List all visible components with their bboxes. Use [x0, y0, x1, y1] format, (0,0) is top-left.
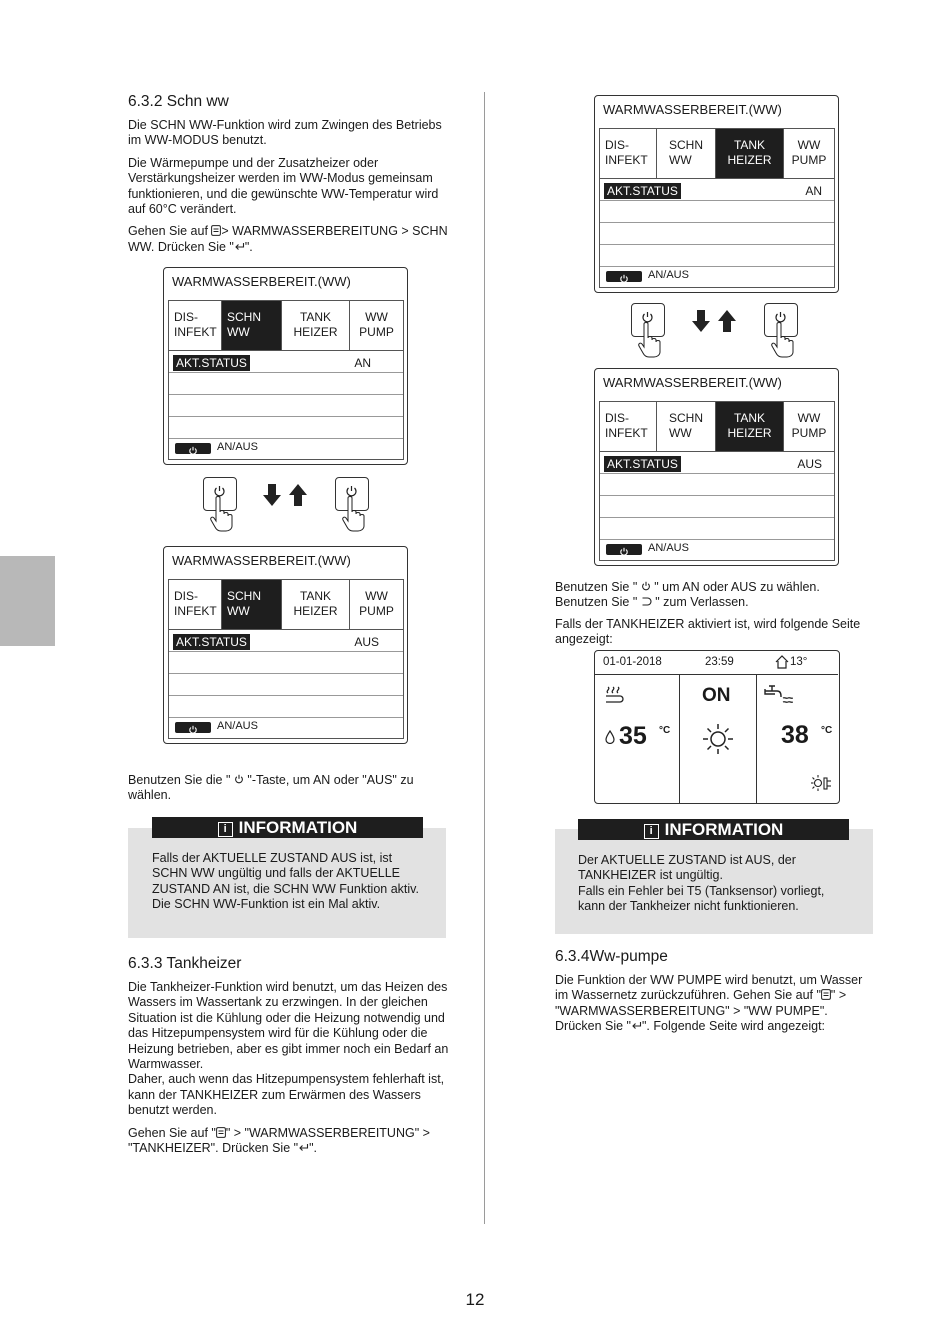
tab-tank-heater[interactable]: TANK HEIZER — [716, 402, 784, 451]
status-label: AKT.STATUS — [604, 183, 681, 199]
tab-disinfect[interactable]: DIS- INFEKT — [169, 580, 222, 629]
hot-water-zone[interactable] — [757, 675, 839, 802]
arrow-down-up-icon — [263, 483, 307, 507]
tab-ww-pump[interactable]: WW PUMP — [791, 138, 827, 167]
paragraph: Die SCHN WW-Funktion wird zum Zwingen des Betriebs im WW-MODUS benutzt. — [128, 118, 442, 148]
paragraph: Daher, auch wenn das Hitzepumpensystem fehlerhaft ist, kann der TANKHEIZER zum Erwärmen des Wassers benutzt werden. — [128, 1072, 445, 1118]
paragraph: Benutzen Sie " " um AN oder AUS zu wählen. — [555, 580, 820, 594]
enter-icon — [631, 1021, 642, 1030]
power-icon — [175, 724, 211, 735]
tab-tank-heater[interactable]: TANK HEIZER — [282, 301, 350, 350]
arrow-down-up-icon — [692, 309, 736, 333]
screen-tank-heater-on — [594, 95, 839, 293]
date: 01-01-2018 — [603, 656, 662, 668]
house-icon — [775, 655, 789, 669]
paragraph: Die Wärmepumpe und der Zusatzheizer oder Verstärkungsheizer werden im WW-Modus gemeinsam funktionieren, und die gewünschte WW-Temperatur wird auf 60°C verändert. — [128, 155, 439, 217]
paragraph: Falls der TANKHEIZER aktiviert ist, wird folgende Seite angezeigt: — [555, 616, 861, 647]
tab-disinfect[interactable]: DIS- INFEKT — [169, 301, 222, 350]
footer-label: AN/AUS — [648, 269, 689, 281]
section-title-ww-pumpe: 6.3.4Ww-pumpe — [555, 948, 668, 965]
column-divider — [484, 92, 485, 1224]
status-value[interactable]: AN — [805, 184, 822, 198]
temp-unit: °C — [659, 725, 671, 736]
tank-heater-icon — [810, 772, 832, 794]
heating-temp: 35 — [619, 722, 647, 750]
paragraph: Die Tankheizer-Funktion wird benutzt, um das Heizen des Wassers im Wassertank zu erzwingen. In der gleichen Situation ist die Kühlung oder die Heizung notwendig und das Hitzepumpensystem wird für die Kühlung oder die Heizung betrieben, aber es gibt immer noch ein Bedarf an Warmwasser. — [128, 980, 449, 1072]
status-label: AKT.STATUS — [173, 355, 250, 371]
tab-schn-ww[interactable]: SCHN WW — [657, 129, 716, 178]
power-icon — [606, 546, 642, 557]
paragraph: Gehen Sie auf " " > "WARMWASSERBEREITUNG" > "TANKHEIZER". Drücken Sie " ". — [128, 1125, 430, 1156]
section-ww-pumpe-text: Die Funktion der WW PUMPE wird benutzt, um Wasser im Wassernetz zurückzuführen. Gehen Sie auf " " > "WARMWASSERBEREITUNG" > "WW PUMPE". Drücken Sie " ". Folgende Seite wird angezeigt: — [555, 973, 863, 1034]
section-schn-ww-text — [128, 118, 448, 262]
footer-label: AN/AUS — [648, 542, 689, 554]
tab-ww-pump[interactable]: WW PUMP — [359, 589, 394, 618]
paragraph: Gehen Sie auf > WARMWASSERBEREITUNG > SCHN WW. Drücken Sie " ". — [128, 224, 448, 254]
tab-schn-ww[interactable]: SCHN WW — [222, 301, 282, 350]
status-value[interactable]: AUS — [797, 457, 822, 471]
status-value[interactable]: AUS — [354, 635, 379, 649]
screen-title: WARMWASSERBEREIT.(WW) — [172, 553, 351, 568]
home-screen — [594, 650, 840, 804]
mode-zone[interactable] — [680, 675, 756, 802]
screen-title: WARMWASSERBEREIT.(WW) — [603, 375, 782, 390]
info-icon: i — [218, 822, 233, 837]
tab-ww-pump[interactable]: WW PUMP — [791, 411, 827, 440]
tab-schn-ww[interactable]: SCHN WW — [222, 580, 282, 629]
hand-press-icon — [340, 496, 374, 532]
section-tankheizer-text — [128, 980, 450, 1163]
faucet-icon — [763, 683, 793, 705]
screen-title: WARMWASSERBEREIT.(WW) — [603, 102, 782, 117]
hand-press-icon — [769, 322, 803, 358]
screen-schn-ww-on — [163, 267, 408, 465]
status-label: AKT.STATUS — [604, 456, 681, 472]
tab-tank-heater[interactable]: TANK HEIZER — [716, 129, 784, 178]
menu-icon — [821, 989, 831, 1000]
menu-icon — [216, 1127, 226, 1138]
section-title-schn-ww: 6.3.2 Schn ww — [128, 93, 229, 110]
info-header: i INFORMATION — [152, 817, 423, 838]
power-button[interactable] — [606, 544, 642, 555]
section-title-tankheizer: 6.3.3 Tankheizer — [128, 955, 242, 972]
info-text: Falls der AKTUELLE ZUSTAND AUS ist, ist SCHN WW ungültig und falls der AKTUELLE ZUSTAND AN ist, die SCHN WW Funktion aktiv. Die SCHN WW-Funktion ist ein Mal aktiv. — [152, 851, 419, 912]
power-icon — [606, 273, 642, 284]
screen-title: WARMWASSERBEREIT.(WW) — [172, 274, 351, 289]
power-icon — [234, 774, 244, 784]
tab-schn-ww[interactable]: SCHN WW — [657, 402, 716, 451]
power-button[interactable] — [175, 443, 211, 454]
power-icon — [175, 445, 211, 456]
sun-icon — [702, 723, 734, 755]
info-text: Der AKTUELLE ZUSTAND ist AUS, der TANKHEIZER ist ungültig. Falls ein Fehler bei T5 (Tanksensor) vorliegt, kann der Tankheizer nicht funktionieren. — [578, 853, 825, 914]
temp-unit: °C — [821, 725, 833, 736]
power-button[interactable] — [175, 722, 211, 733]
enter-icon — [234, 242, 245, 251]
outdoor-temp: 13° — [790, 656, 808, 668]
right-instructions — [555, 580, 875, 648]
page-number: 12 — [465, 1290, 485, 1309]
footer-label: AN/AUS — [217, 720, 258, 732]
power-icon — [641, 581, 651, 591]
footer-label: AN/AUS — [217, 441, 258, 453]
back-icon — [641, 597, 652, 606]
info-icon: i — [644, 824, 659, 839]
screen-schn-ww-off — [163, 546, 408, 744]
power-key-instruction: Benutzen Sie die " "-Taste, um AN oder "AUS" zu wählen. — [128, 773, 414, 803]
menu-icon — [211, 225, 221, 236]
status-value[interactable]: AN — [354, 356, 371, 370]
home-header — [595, 651, 838, 675]
heating-zone[interactable] — [595, 675, 679, 802]
time: 23:59 — [705, 656, 734, 668]
screen-tank-heater-off — [594, 368, 839, 566]
hand-press-icon — [208, 496, 242, 532]
water-drop-icon — [605, 730, 615, 744]
heating-icon — [605, 685, 627, 703]
paragraph: Benutzen Sie " " zum Verlassen. — [555, 595, 749, 610]
status-label: AKT.STATUS — [173, 634, 250, 650]
tab-disinfect[interactable]: DIS- INFEKT — [600, 129, 657, 178]
tab-disinfect[interactable]: DIS- INFEKT — [600, 402, 657, 451]
power-button[interactable] — [606, 271, 642, 282]
hot-water-temp: 38 — [781, 721, 809, 749]
tab-tank-heater[interactable]: TANK HEIZER — [282, 580, 350, 629]
enter-icon — [298, 1143, 309, 1152]
status-on: ON — [702, 685, 731, 706]
hand-press-icon — [636, 322, 670, 358]
info-header: i INFORMATION — [578, 819, 849, 840]
tab-ww-pump[interactable]: WW PUMP — [359, 310, 394, 339]
side-tab-marker — [0, 556, 55, 646]
